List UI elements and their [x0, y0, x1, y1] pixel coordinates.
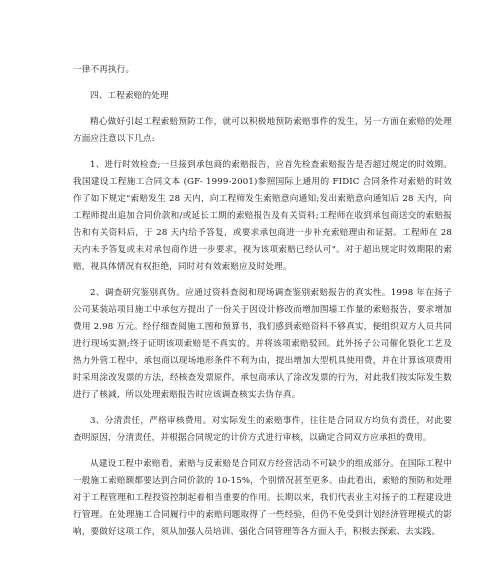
paragraph-intro: 精心做好引起工程索赔预防工作，就可以积极地预防索赔事件的发生，另一方面在索赔的处理方面应注意以下几点:	[73, 117, 452, 144]
paragraph-point-2: 2、调查研究鉴别真伪。应通过资料查阅和现场调查鉴别索赔报告的真实性。1998 年在扬子公司某装站项目施工中承包方提出了一份关于因设计修改而增加围墙工作量的索赔报告，要求增加费用 2.98 万元。经仔细查阅施工图和预算书，我们感到索赔资料不够真实，便组织双方人员共同进行现场实测;终于证明该项索赔是不真实的。并将该项索赔驳回。此外扬子公司催化裂化工艺及热力外管工程中，承包商以现场地形条件不利为由，提出增加大型机具使用费，并在计算该项费用时采用涂改发票的方法，经核查发票原件，承包商承认了涂改发票的行为，对此我们按实际发生数进行了核减，所以处理索赔报告时应该调查核实去伪存真。	[73, 288, 452, 400]
paragraph-point-1: 1、进行时效检查;一旦接到承包商的索赔报告，应首先检查索赔报告是否超过规定的时效期。我国建设工程施工合同文本 (GF- 1999-2001)参照国际上通用的 FIDIC 合同条件对索赔的时效作了如下规定"索赔发生 28 天内，向工程师发生索赔意向通知;发出索赔意向通知后 28 天内，向工程师提出追加合同价款和/或延长工期的索赔报告及有关资料;工程师在收到承包商送交的索赔报告和有关资料后，于 28 天内给予答复，或要求承包商进一步补充索赔理由和证据。工程师在 28 天内未予答复或未对承包商作进一步要求，视为该项索赔已经认可"。对于超出规定时效期限的索赔，视具体情况有权拒绝，同时对有效索赔应及时处理。	[73, 160, 452, 272]
section-heading: 四、工程索赔的处理	[90, 91, 169, 101]
paragraph-continuation: 一律不再执行。	[73, 65, 135, 75]
paragraph-point-3: 3、分清责任，严格审核费用。对实际发生的索赔事件，往往是合同双方均负有责任，对此要查明原因，分清责任，并根据合同规定的计价方式进行审核，以确定合同双方应承担的费用。	[73, 416, 452, 443]
paragraph-conclusion: 从建设工程中索赔看，索赔与反索赔是合同双方经营活动不可缺少的组成部分。在国际工程中一般施工索赔额都要达到合同价款的 10-15%，个别情况甚至更多。由此看出，索赔的预防和处理对于工程管理和工程投资控制起着相当重要的作用。长期以来，我们代表业主对扬子的工程建设进行管理。在处理施工合同履行中的索赔问题取得了一些经验，但仍不免受到计划经济管理模式的影响，要做好这项工作，须从加强人员培训、强化合同管理等各方面入手，积极去探索、去实践。	[73, 459, 452, 537]
